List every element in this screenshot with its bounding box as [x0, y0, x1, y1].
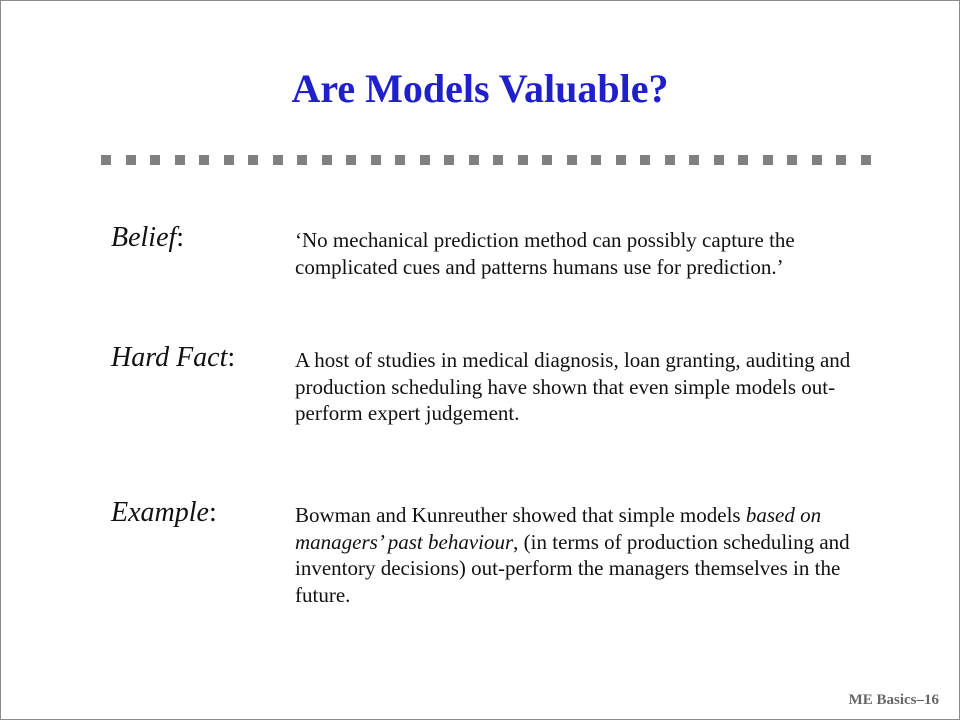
entry-text: ‘No mechanical prediction method can possibly capture the complicated cues and patterns humans use for prediction.’ — [295, 228, 795, 279]
divider-dot — [542, 155, 552, 165]
divider-dot — [738, 155, 748, 165]
divider-dot — [101, 155, 111, 165]
divider-dot — [395, 155, 405, 165]
divider-dot — [787, 155, 797, 165]
entry-term: Belief: — [111, 222, 185, 253]
divider-dot — [273, 155, 283, 165]
divider-dot — [175, 155, 185, 165]
entry-text: A host of studies in medical diagnosis, loan granting, auditing and production scheduling have shown that even simple models out-perform expert judgement. — [295, 348, 851, 425]
entry-term: Hard Fact: — [111, 342, 236, 373]
divider-dot — [861, 155, 871, 165]
divider-dot — [567, 155, 577, 165]
divider-dot — [493, 155, 503, 165]
divider-dot — [616, 155, 626, 165]
divider-dot — [126, 155, 136, 165]
divider-dot — [322, 155, 332, 165]
divider-dot — [248, 155, 258, 165]
emphasized-phrase: based on managers’ past behaviour — [295, 503, 822, 554]
entry-term: Example: — [111, 497, 217, 528]
dotted-divider — [101, 155, 871, 165]
divider-dot — [346, 155, 356, 165]
divider-dot — [297, 155, 307, 165]
divider-dot — [518, 155, 528, 165]
slide-footer: ME Basics–16 — [848, 692, 939, 708]
divider-dot — [199, 155, 209, 165]
slide-title: Are Models Valuable? — [291, 66, 669, 111]
divider-dot — [665, 155, 675, 165]
divider-dot — [640, 155, 650, 165]
divider-dot — [763, 155, 773, 165]
divider-dot — [444, 155, 454, 165]
divider-dot — [689, 155, 699, 165]
divider-dot — [591, 155, 601, 165]
divider-dot — [812, 155, 822, 165]
entry-text: Bowman and Kunreuther showed that simple models based on managers’ past behaviour, (in terms of production scheduling and inventory decisions) out-perform the managers themselves in the future. — [295, 503, 850, 607]
divider-dot — [224, 155, 234, 165]
divider-dot — [420, 155, 430, 165]
divider-dot — [469, 155, 479, 165]
divider-dot — [714, 155, 724, 165]
divider-dot — [371, 155, 381, 165]
divider-dot — [150, 155, 160, 165]
divider-dot — [836, 155, 846, 165]
